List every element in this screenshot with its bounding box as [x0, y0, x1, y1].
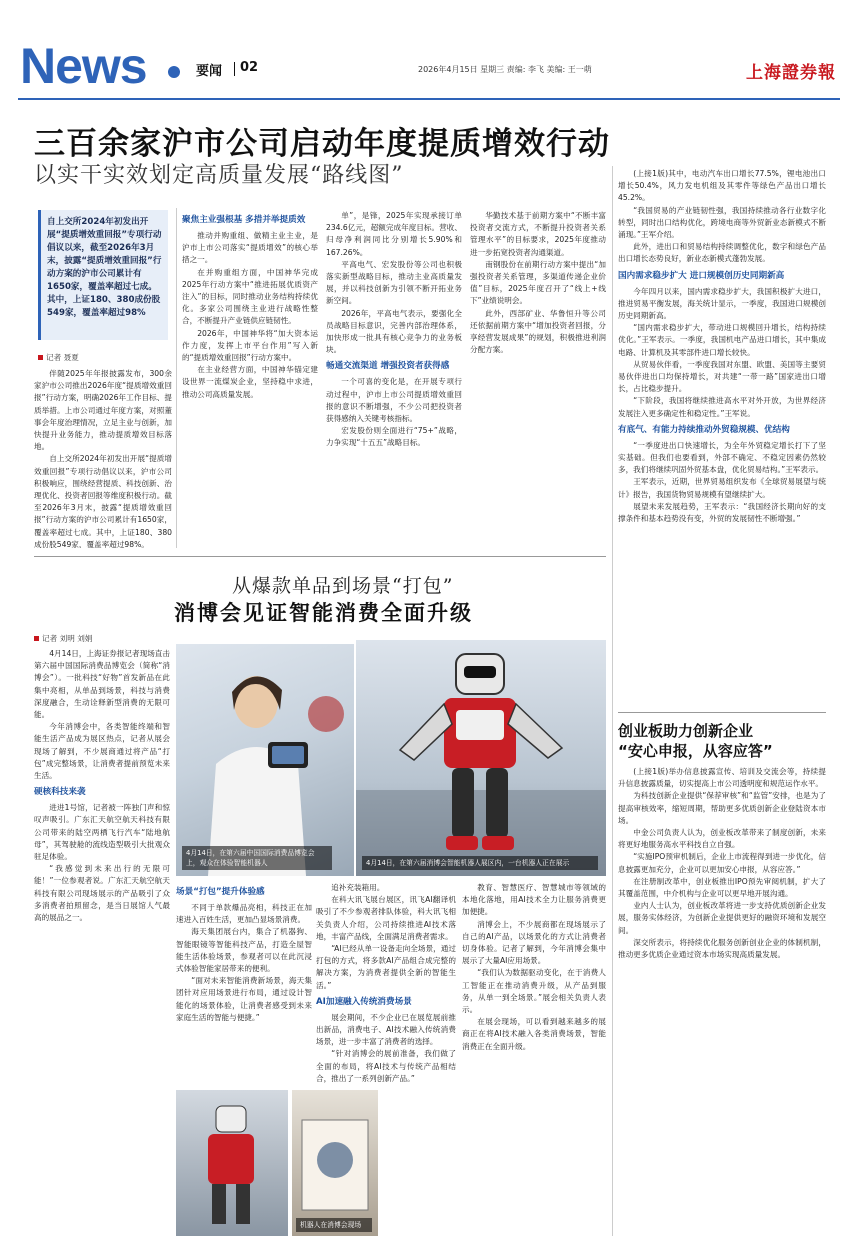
right-col-para: 展望未来发展趋势，王军表示：“我国经济长期向好的支撑条件和基本趋势没有变，外贸的发展韧性不断增强。”: [618, 501, 826, 524]
side-col-para: “实施IPO预审机制后，企业上市流程得到进一步优化，信息披露更加充分，企业可以更加安心申报，从容应答。”: [618, 852, 826, 874]
lead-byline-text: 记者 聂夏: [46, 353, 79, 362]
side-col-para: (上接1版)举办信息披露宣传、培训及交流会等，持续提升信息披露质量，切实提高上市公司透明度和规范运作水平。: [618, 767, 826, 789]
lead-column-2: [182, 210, 318, 548]
lead-col4-para: 南钢股份在前期行动方案中提出“加强投资者关系管理，多渠道传递企业价值”目标，2025年度召开了“线上+线下”业绩说明会。: [470, 259, 606, 306]
feature-column-1: [34, 648, 170, 1070]
right-col-para: 王军表示，近期，世界贸易组织发布《全球贸易展望与统计》报告，我国货物贸易规模有望继续扩大。: [618, 477, 826, 499]
lead-col4-para: 华勤技术基于前期方案中“不断丰富投资者交流方式，不断提升投资者关系管理水平”的目标要求，2025年度推动进一步拓宽投资者沟通渠道。: [470, 211, 606, 257]
side-col-para: 业内人士认为，创业板改革将进一步支持优质创新企业发展，服务实体经济，为创新企业提供更好的融资环境和发展空间。: [618, 901, 826, 935]
right-col-para: “一季度进出口快速增长，为全年外贸稳定增长打下了坚实基础。但我们也要看到，外部不确定、不稳定因素仍然较多，我们将继续巩固外贸基本盘，优化贸易结构。”王军表示。: [618, 440, 826, 475]
feature-col3-para: “针对消博会的展前准备，我们做了全面的布局，将AI技术与传统产品相结合，推出了一系列创新产品。”: [316, 1049, 456, 1083]
right-col-para: 此外，进出口和贸易结构持续调整优化，数字和绿色产品出口增长态势良好，新业态新模式蓬勃发展。: [618, 242, 826, 264]
feature-col1-heading: 硬核科技来袭: [34, 787, 86, 798]
section-divider: [34, 556, 606, 557]
feature-title-line-2: 消博会见证智能消费全面升级: [174, 601, 473, 625]
lead-column-1: [34, 368, 172, 548]
feature-col4-para: “我们认为数据驱动变化，在于消费人工智能正在推动消费升级，从产品到服务，从单一到全场景。”展会相关负责人表示。: [462, 968, 606, 1015]
right-col-heading: 有底气、有能力持续推动外贸稳规模、优结构: [618, 424, 790, 435]
side-title-line-1: 创业板助力创新企业: [618, 722, 754, 740]
feature-byline-text: 记者 刘明 刘娟: [42, 634, 93, 643]
side-col-para: 中金公司负责人认为，创业板改革带来了制度创新，未来将更好地服务高水平科技自立自强。: [618, 828, 826, 850]
lead-col3-heading: 畅通交流渠道 增强投资者获得感: [326, 361, 450, 372]
feature-col3-para: 在科大讯飞展台展区，讯飞AI翻译机吸引了不少参观者排队体验，科大讯飞相关负责人介绍，公司持续推进AI技术落地，丰富产品线，全面满足消费者需求。: [316, 895, 456, 941]
side-title-line-2: “安心申报，从容应答”: [618, 742, 773, 760]
side-col-para: 为科技创新企业提供“保荐审核”和“监管”安排，也是为了提高审核效率，缩短周期，帮助更多优质创新企业登陆资本市场。: [618, 791, 826, 825]
section-separator: [234, 62, 235, 76]
robot-illustration: [356, 640, 606, 876]
lead-summary-box: 自上交所2024年初发出开展“提质增效重回报”专项行动倡议以来，截至2026年3月末，披露“提质增效重回报”行动方案的沪市公司累计有1650家，覆盖率超过七成。其中，上证180、380成份股549家，覆盖率超过98%: [38, 210, 168, 340]
feature-col2-para: “面对未来智能消费新场景，海天集团针对应用场景进行布局，通过设计智能化的场景体验，让消费者感受到未来家庭生活的智能与便捷。”: [176, 976, 312, 1022]
feature-col4-para: 消博会上，不少展商都在现场展示了自己的AI产品，以场景化的方式让消费者切身体验。记者了解到，今年消博会集中展示了大量AI应用场景。: [462, 919, 606, 966]
visitor-illustration: [176, 644, 354, 876]
feature-col3-para: “AI已经从单一设备走向全场景，通过打包的方式，将多款AI产品组合成完整的解决方案，为消费者提供全新的智能生活。”: [316, 944, 456, 990]
lead-col1-para: 自上交所2024年初发出开展“提质增效重回报”专项行动倡议以来，沪市公司积极响应，围绕经营提质、科技创新、治理优化、投资者回报等维度积极行动。截至2026年3月末，披露“提质增效重回报”行动方案的沪市公司累计有1650家，覆盖率超过七成。其中，上证180、380成份股549家，覆盖率超过98%。: [34, 454, 172, 548]
issue-info: 2026年4月15日 星期三 责编: 李飞 美编: 王一萌: [418, 65, 592, 74]
feature-col1-para: 今年消博会中，各类智能终端和智能生活产品成为展区热点，记者从展会现场了解到，不少展商通过将产品“打包”成完整场景，让消费者提前预览未来生活。: [34, 722, 170, 781]
feature-title-line-1: 从爆款单品到场景“打包”: [232, 575, 454, 597]
side-col-para: 深交所表示，将持续优化服务创新创业企业的体制机制，推动更多优质企业通过资本市场实现高质量发展。: [618, 937, 826, 960]
lead-col2-para: 2026年，中国神华将“加大资本运作力度，发挥上市平台作用”写入新的“提质增效重回报”行动方案中。: [182, 328, 318, 363]
side-column: [618, 766, 826, 1236]
feature-photo-caption: 4月14日，在第六届中国国际消费品博览会上，观众在体验智能机器人: [182, 846, 332, 870]
feature-col4-para: 在展会现场，可以看到越来越多的展商正在将AI技术融入各类消费场景，智能消费正在全面升级。: [462, 1017, 606, 1051]
brand-dot: [168, 66, 180, 78]
byline-marker: [38, 355, 43, 360]
page-number: 02: [240, 60, 259, 75]
right-column: [618, 168, 826, 708]
right-col-heading: 国内需求稳步扩大 进口规模创历史同期新高: [618, 270, 785, 281]
top-rule: [18, 98, 840, 100]
feature-col1-para: “我感觉到未来出行的无限可能！”一位参观者说。广东汇天航空航天科技有限公司现场展示的产品吸引了众多消费者拍照留念，是当日展馆人气最高的展品之一。: [34, 864, 170, 923]
feature-byline: [34, 633, 92, 644]
lead-col2-para: 推动并购重组、做精主业主业，是沪市上市公司落实“提质增效”的核心举措之一。: [182, 231, 318, 265]
feature-photo-small-robot: [176, 1090, 288, 1236]
right-col-para: “下阶段，我国将继续推进高水平对外开放，为世界经济发展注入更多确定性和稳定性。”王军说。: [618, 396, 826, 418]
feature-photo-caption: 机器人在消博会现场: [296, 1218, 372, 1232]
byline-marker: [34, 636, 39, 641]
feature-col2-para: 海天集团展台内，集合了机器狗、智能眼镜等智能科技产品，打造全屋智能生活体验场景，参观者可以在此沉浸式体验智能家居带来的便利。: [176, 927, 312, 974]
feature-col1-para: 进进1号馆，记者被一阵独门声和惊叹声吸引。广东汇天航空航天科技有限公司带来的陆空两栖飞行汽车“陆地航母”，其驾驶舱的流线造型吸引大批观众驻足体验。: [34, 803, 170, 862]
right-col-para: “我国贸易的产业链韧性强，我国持续推动各行业数字化转型，同时出口结构优化，跨境电商等外贸新业态新模式不断涌现。”王军介绍。: [618, 205, 826, 240]
feature-column-3: [316, 882, 456, 1236]
column-divider: [176, 208, 177, 548]
lead-col4-para: 此外，西部矿业、华鲁恒升等公司还依据前期方案中“增加投资者回报，分享经营发展成果”的规划，积极推进利润分配方案。: [470, 308, 606, 355]
feature-column-4: [462, 882, 606, 1236]
feature-col1-para: 4月14日，上海证券报记者现场直击第六届中国国际消费品博览会（简称“消博会”）。一批科技“好物”首发新品在此集中亮相，从单品到场景，科技与消费深度融合，生动诠释新型消费的无限可能。: [34, 649, 170, 720]
lead-col3-para: 单”，是锋，2025年实现承接订单234.6亿元，超额完成年度目标。营收、归母净利润同比分别增长5.90%和167.26%。: [326, 211, 462, 257]
lead-headline: 三百余家沪市公司启动年度提质增效行动: [34, 126, 610, 162]
lead-column-4: [470, 210, 606, 548]
lead-col2-para: 在主业经营方面，中国神华锚定建设世界一流煤炭企业，坚持稳中求进，推动公司高质量发展。: [182, 365, 318, 399]
lead-col3-para: 2026年，平高电气表示，要强化全员战略目标意识，完善内部治理体系，加快形成一批具有核心竞争力的业务板块。: [326, 308, 462, 355]
lead-col3-para: 宏发股份则全面进行“75+”战略，力争实现“十五五”战略目标。: [326, 426, 462, 448]
masthead: [18, 40, 840, 100]
feature-col4-para: 教育、智慧医疗、智慧城市等领域的本地化落地，用AI技术全力让服务消费更加便捷。: [462, 883, 606, 917]
brand-logo: News: [20, 38, 147, 94]
right-col-para: 从贸易伙伴看，一季度我国对东盟、欧盟、美国等主要贸易伙伴进出口均保持增长，对共建“一带一路”国家进出口增长，占比稳步提升。: [618, 359, 826, 394]
feature-col2-heading: 场景“打包”提升体验感: [176, 887, 265, 897]
paper-logo: 上海證券報: [746, 63, 836, 83]
feature-column-2: [176, 882, 312, 1088]
lead-col2-para: 在并购重组方面，中国神华完成2025年行动方案中“推进拓展优质资产注入”的目标，同时推动业务结构持续优化。多家公司围绕主业进行战略性整合，不断提升产业链供应链韧性。: [182, 267, 318, 326]
section-label: 要闻: [196, 64, 223, 79]
lead-col3-para: 平高电气、宏发股份等公司也积极落实新型战略目标，推动主业高质量发展，并以科技创新为引领不断开拓业务新空间。: [326, 259, 462, 306]
column-divider: [612, 166, 613, 1236]
section-divider: [618, 712, 826, 713]
lead-column-3: [326, 210, 462, 548]
lead-subhead: 以实干实效划定高质量发展“路线图”: [34, 163, 404, 188]
feature-col3-para: 追补充装箱用。: [331, 883, 385, 892]
feature-col3-para: 展会期间，不少企业已在展览展前推出新品，消费电子、AI技术融入传统消费场景，进一步丰富了消费者的选择。: [316, 1012, 456, 1047]
feature-photo-caption: 4月14日，在第六届消博会智能机器人展区内，一台机器人正在展示: [362, 856, 598, 870]
feature-col3-heading: AI加速融入传统消费场景: [316, 996, 412, 1007]
lead-col3-para: 一个可喜的变化是，在开展专项行动过程中，沪市上市公司提质增效重回报的意识不断增强，不少公司把投资者获得感纳入关键考核指标。: [326, 377, 462, 424]
right-col-para: “国内需求稳步扩大，带动进口规模回升增长，结构持续优化。”王军表示。一季度，我国机电产品进口增长，其中集成电路、计算机及其零部件进口增长较快。: [618, 323, 826, 357]
feature-col2-para: 不同于单款爆品亮相，科技正在加速进入百姓生活，更加凸显场景消费。: [176, 903, 312, 925]
right-col-para: 今年四月以来，国内需求稳步扩大，我国积极扩大进口，推进贸易平衡发展，海关统计显示，一季度，我国进口规模创历史同期新高。: [618, 286, 826, 321]
side-col-para: 在注册制改革中，创业板推出IPO预先审阅机制，扩大了其覆盖范围，中介机构与企业可以更早地开展沟通。: [618, 876, 826, 899]
feature-photo-visitor: [176, 644, 354, 876]
lead-byline: [38, 352, 79, 363]
lead-col2-heading: 聚焦主业强根基 多措并举提质效: [182, 215, 306, 225]
small-robot-illustration: [176, 1090, 288, 1236]
lead-col1-para: 伴随2025年年报披露发布，300余家沪市公司推出2026年度“提质增效重回报”行动方案，明确2026年工作目标、提质举措。上市公司通过年度方案，对照董事会年度治理情况，立足主业与创新，加快提升业务能力，推动提质增效目标落地。: [34, 369, 172, 452]
right-col-para: (上接1版)其中，电动汽车出口增长77.5%，锂电池出口增长50.4%，风力发电机组及其零件等绿色产品出口增长45.2%。: [618, 169, 826, 203]
feature-photo-robot: [356, 640, 606, 876]
